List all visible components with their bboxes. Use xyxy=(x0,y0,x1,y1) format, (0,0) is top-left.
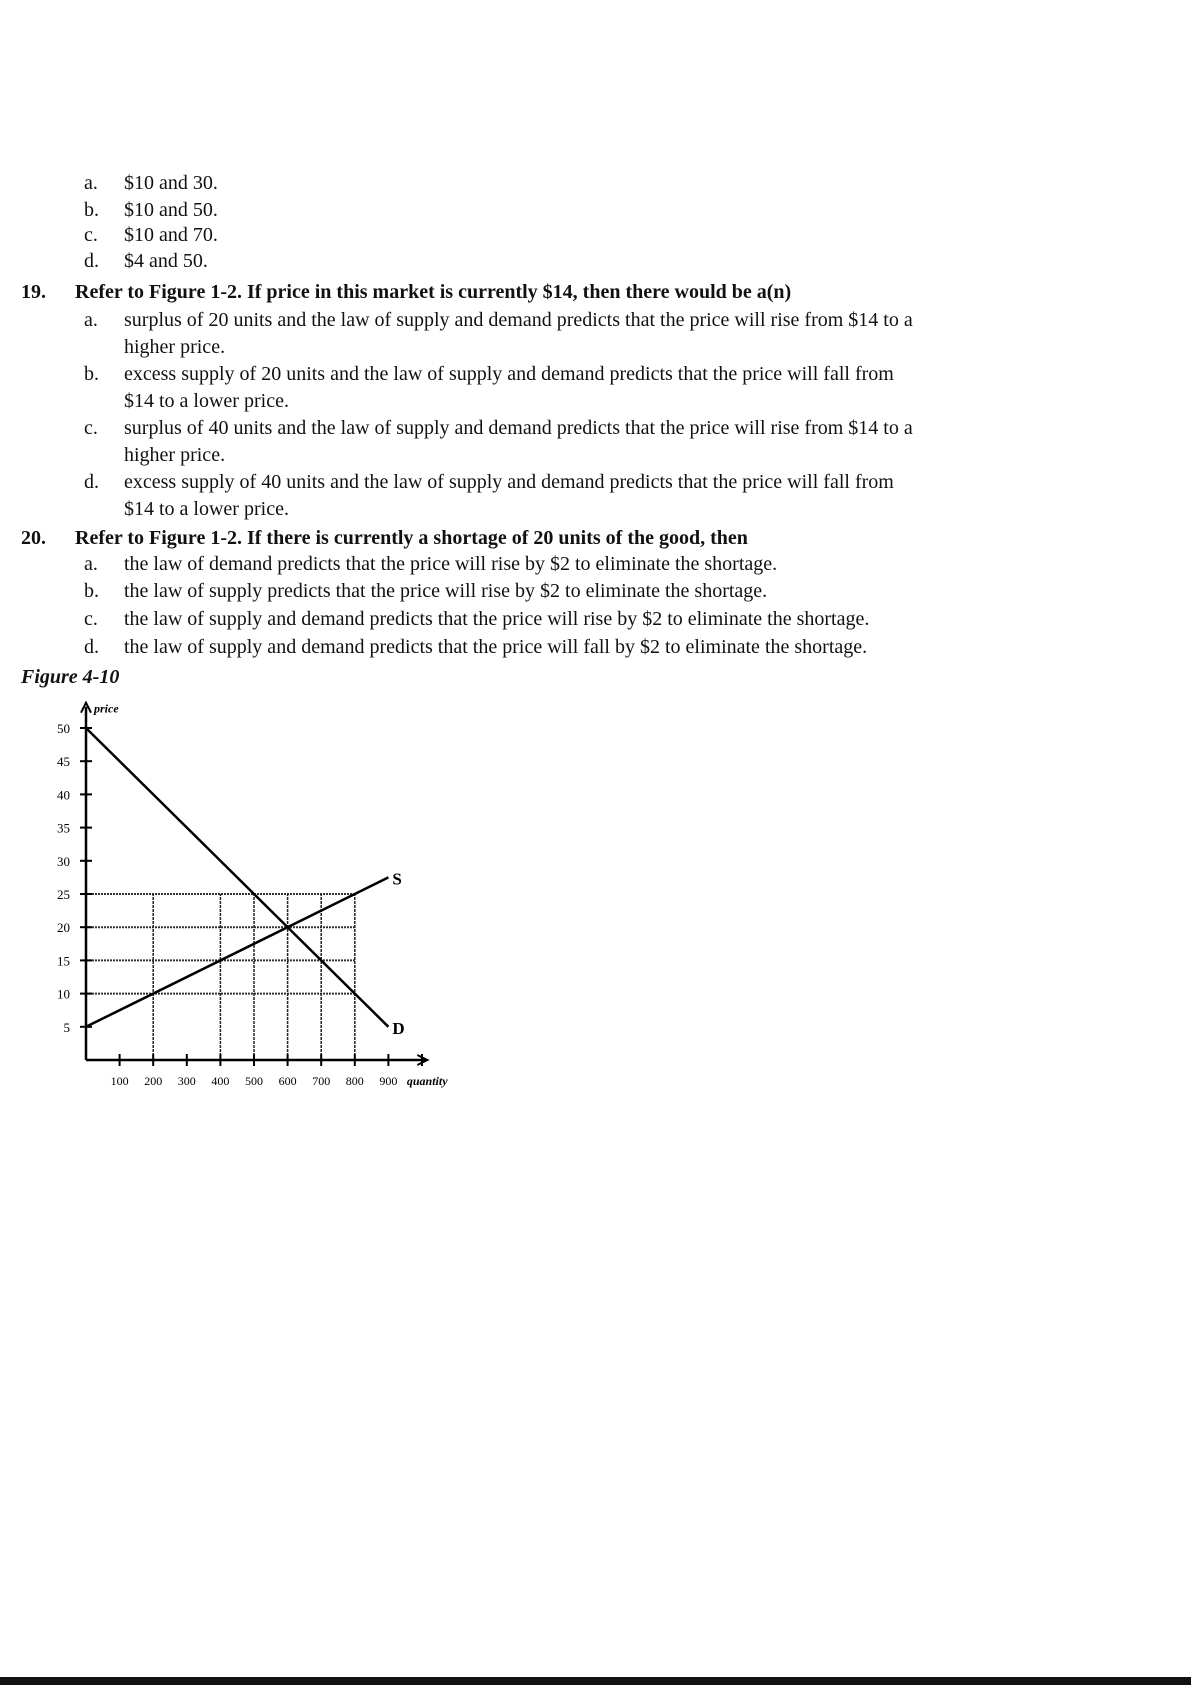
y-tick-label: 20 xyxy=(57,920,70,936)
option-text: surplus of 40 units and the law of supply and demand predicts that the price will rise from $14 to a xyxy=(124,417,913,439)
series-label-D: D xyxy=(392,1018,405,1038)
option-letter: d. xyxy=(84,636,99,658)
option-text: $10 and 30. xyxy=(124,172,218,194)
question-number: 20. xyxy=(21,527,46,549)
option-letter: a. xyxy=(84,553,98,575)
y-tick-label: 10 xyxy=(57,986,70,1002)
option-text: excess supply of 40 units and the law of supply and demand predicts that the price will fall from xyxy=(124,471,894,493)
question-text: Refer to Figure 1-2. If price in this market is currently $14, then there would be a(n) xyxy=(75,281,792,303)
x-tick-label: 400 xyxy=(211,1074,230,1088)
option-letter: a. xyxy=(84,309,98,331)
option-letter: b. xyxy=(84,363,99,385)
option-text: $14 to a lower price. xyxy=(124,390,289,412)
x-tick-label: 300 xyxy=(177,1074,196,1088)
x-tick-label: 200 xyxy=(144,1074,163,1088)
y-tick-label: 50 xyxy=(57,721,70,736)
option-letter: c. xyxy=(84,417,98,439)
option-letter: c. xyxy=(84,608,98,630)
bottom-border xyxy=(0,1677,1191,1685)
option-text: surplus of 20 units and the law of supply and demand predicts that the price will rise from $14 to a xyxy=(124,309,913,331)
option-text: higher price. xyxy=(124,444,226,466)
y-tick-label: 25 xyxy=(57,887,70,902)
option-text: excess supply of 20 units and the law of supply and demand predicts that the price will fall from xyxy=(124,363,894,385)
series-line-S xyxy=(86,877,388,1026)
option-text: higher price. xyxy=(124,336,226,358)
question-text: Refer to Figure 1-2. If there is currently a shortage of 20 units of the good, then xyxy=(75,527,748,549)
y-tick-label: 45 xyxy=(57,754,70,770)
supply-demand-chart xyxy=(0,700,500,1100)
option-letter: d. xyxy=(84,471,99,493)
x-tick-label: 500 xyxy=(245,1074,263,1088)
x-tick-label: 800 xyxy=(345,1074,364,1088)
option-letter: c. xyxy=(84,224,98,246)
option-letter: a. xyxy=(84,172,98,194)
x-tick-label: 700 xyxy=(312,1074,331,1088)
series-label-S: S xyxy=(392,869,402,889)
x-tick-label: 600 xyxy=(278,1074,297,1088)
y-tick-label: 15 xyxy=(57,953,70,969)
y-axis-label: price xyxy=(94,701,119,716)
option-letter: b. xyxy=(84,580,99,602)
y-tick-label: 35 xyxy=(57,820,70,836)
series-line-D xyxy=(86,728,388,1027)
option-text: the law of demand predicts that the price will rise by $2 to eliminate the shortage. xyxy=(124,553,778,575)
x-tick-label: 100 xyxy=(110,1074,129,1088)
x-axis-label: quantity xyxy=(406,1074,448,1088)
figure-title: Figure 4-10 xyxy=(21,666,120,688)
option-text: $10 and 50. xyxy=(124,199,218,221)
option-text: the law of supply and demand predicts that the price will fall by $2 to eliminate the shortage. xyxy=(124,636,868,658)
option-text: $10 and 70. xyxy=(124,224,218,246)
option-text: $4 and 50. xyxy=(124,250,208,272)
option-letter: d. xyxy=(84,250,99,272)
option-text: the law of supply predicts that the price will rise by $2 to eliminate the shortage. xyxy=(124,580,768,602)
x-tick-label: 900 xyxy=(379,1074,398,1088)
question-number: 19. xyxy=(21,281,46,303)
y-tick-label: 30 xyxy=(57,853,70,869)
option-letter: b. xyxy=(84,199,99,221)
y-tick-label: 40 xyxy=(57,787,70,803)
option-text: $14 to a lower price. xyxy=(124,498,289,520)
y-tick-label: 5 xyxy=(63,1019,70,1035)
option-text: the law of supply and demand predicts that the price will rise by $2 to eliminate the shortage. xyxy=(124,608,870,630)
